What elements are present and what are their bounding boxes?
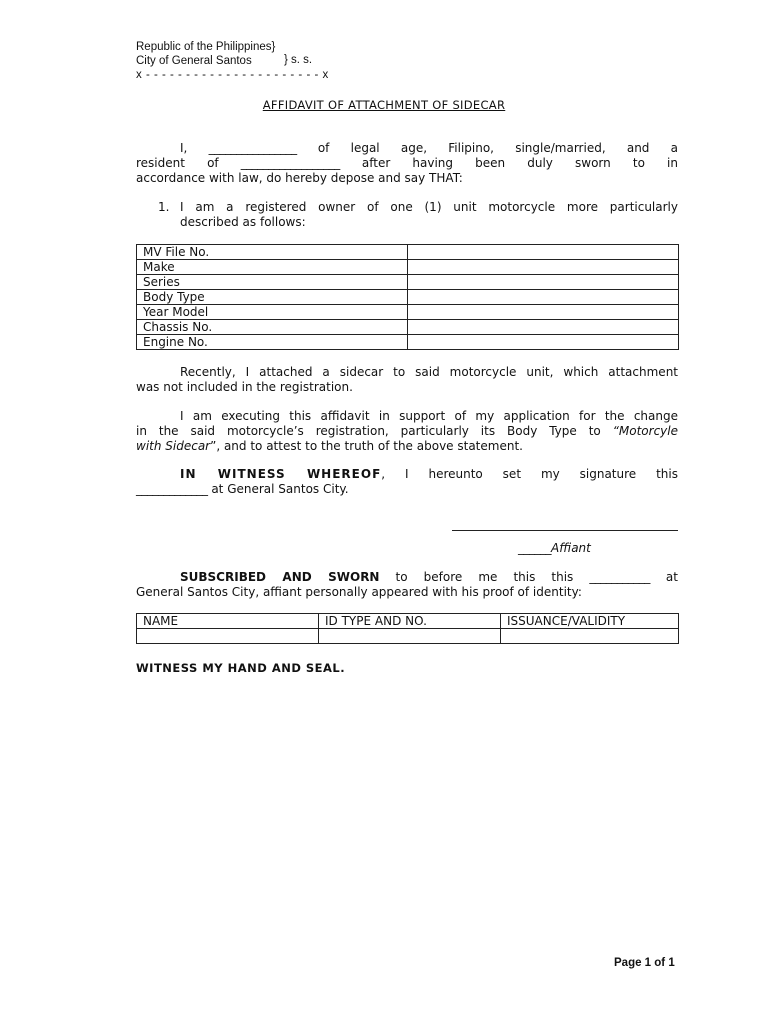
engine-value <box>408 335 679 350</box>
year-model-value <box>408 305 679 320</box>
chassis-label: Chassis No. <box>137 320 408 335</box>
table-row <box>137 275 679 290</box>
engine-label: Engine No. <box>137 335 408 350</box>
intro-paragraph <box>136 141 678 186</box>
year-model-label: Year Model <box>137 305 408 320</box>
col-issuance-header: ISSUANCE/VALIDITY <box>501 614 679 629</box>
document-title: AFFIDAVIT OF ATTACHMENT OF SIDECAR <box>262 98 506 112</box>
residence-blank: __________________ <box>240 156 340 170</box>
witness-whereof-paragraph: IN WITNESS WHEREOF, I hereunto set my signature this _____________ at General Santos City. <box>136 467 678 496</box>
body-type-label: Body Type <box>137 290 408 305</box>
executing-paragraph: I am executing this affidavit in support of my application for the change in the said motorcycle’s registration, particularly its Body Type to “Motorcyle with Sidecar”, and to attest to the truth of the above statement. <box>136 409 678 453</box>
subscribed-sworn-paragraph: SUBSCRIBED AND SWORN to before me this this ___________ at General Santos City, affiant personally appeared with his proof of identity: <box>136 570 678 599</box>
intro-line-2: resident of __________________ after having been duly sworn to in <box>136 156 678 170</box>
page-number: Page 1 of 1 <box>614 957 675 969</box>
table-row <box>137 320 679 335</box>
table-row <box>137 290 679 305</box>
item-1-number: 1. <box>158 200 170 214</box>
mv-file-value <box>408 245 679 260</box>
motorcycle-details-table <box>136 244 679 350</box>
header-city: City of General Santos <box>136 55 252 67</box>
table-row <box>137 305 679 320</box>
table-row <box>137 629 679 644</box>
date-blank: _____________ <box>136 482 208 496</box>
intro-line-1: I, ________________ of legal age, Filipino, single/married, and a <box>180 141 678 155</box>
col-id-type-header: ID TYPE AND NO. <box>319 614 501 629</box>
issuance-cell <box>501 629 679 644</box>
signature-line <box>452 530 678 531</box>
make-value <box>408 260 679 275</box>
identity-table <box>136 613 679 644</box>
table-row <box>137 245 679 260</box>
make-label: Make <box>137 260 408 275</box>
table-header-row <box>137 614 679 629</box>
header-separator: x - - - - - - - - - - - - - - - - - - - - - - x <box>136 69 329 81</box>
name-cell <box>137 629 319 644</box>
col-name-header: NAME <box>137 614 319 629</box>
series-value <box>408 275 679 290</box>
intro-line-3: accordance with law, do hereby depose and say THAT: <box>136 171 463 185</box>
header-ss: } s. s. <box>284 54 313 66</box>
table-row <box>137 335 679 350</box>
body-type-value <box>408 290 679 305</box>
recently-paragraph: Recently, I attached a sidecar to said motorcycle unit, which attachment was not included in the registration. <box>136 365 678 394</box>
series-label: Series <box>137 275 408 290</box>
item-1-text: I am a registered owner of one (1) unit motorcycle more particularly described as follows: <box>180 200 678 229</box>
header-republic: Republic of the Philippines} <box>136 41 276 53</box>
witness-hand-seal: WITNESS MY HAND AND SEAL. <box>136 661 346 675</box>
name-blank: ________________ <box>208 141 297 155</box>
mv-file-label: MV File No. <box>137 245 408 260</box>
id-type-cell <box>319 629 501 644</box>
chassis-value <box>408 320 679 335</box>
sworn-date-blank: ___________ <box>589 570 650 584</box>
affiant-label: ______Affiant <box>518 541 591 555</box>
table-row <box>137 260 679 275</box>
